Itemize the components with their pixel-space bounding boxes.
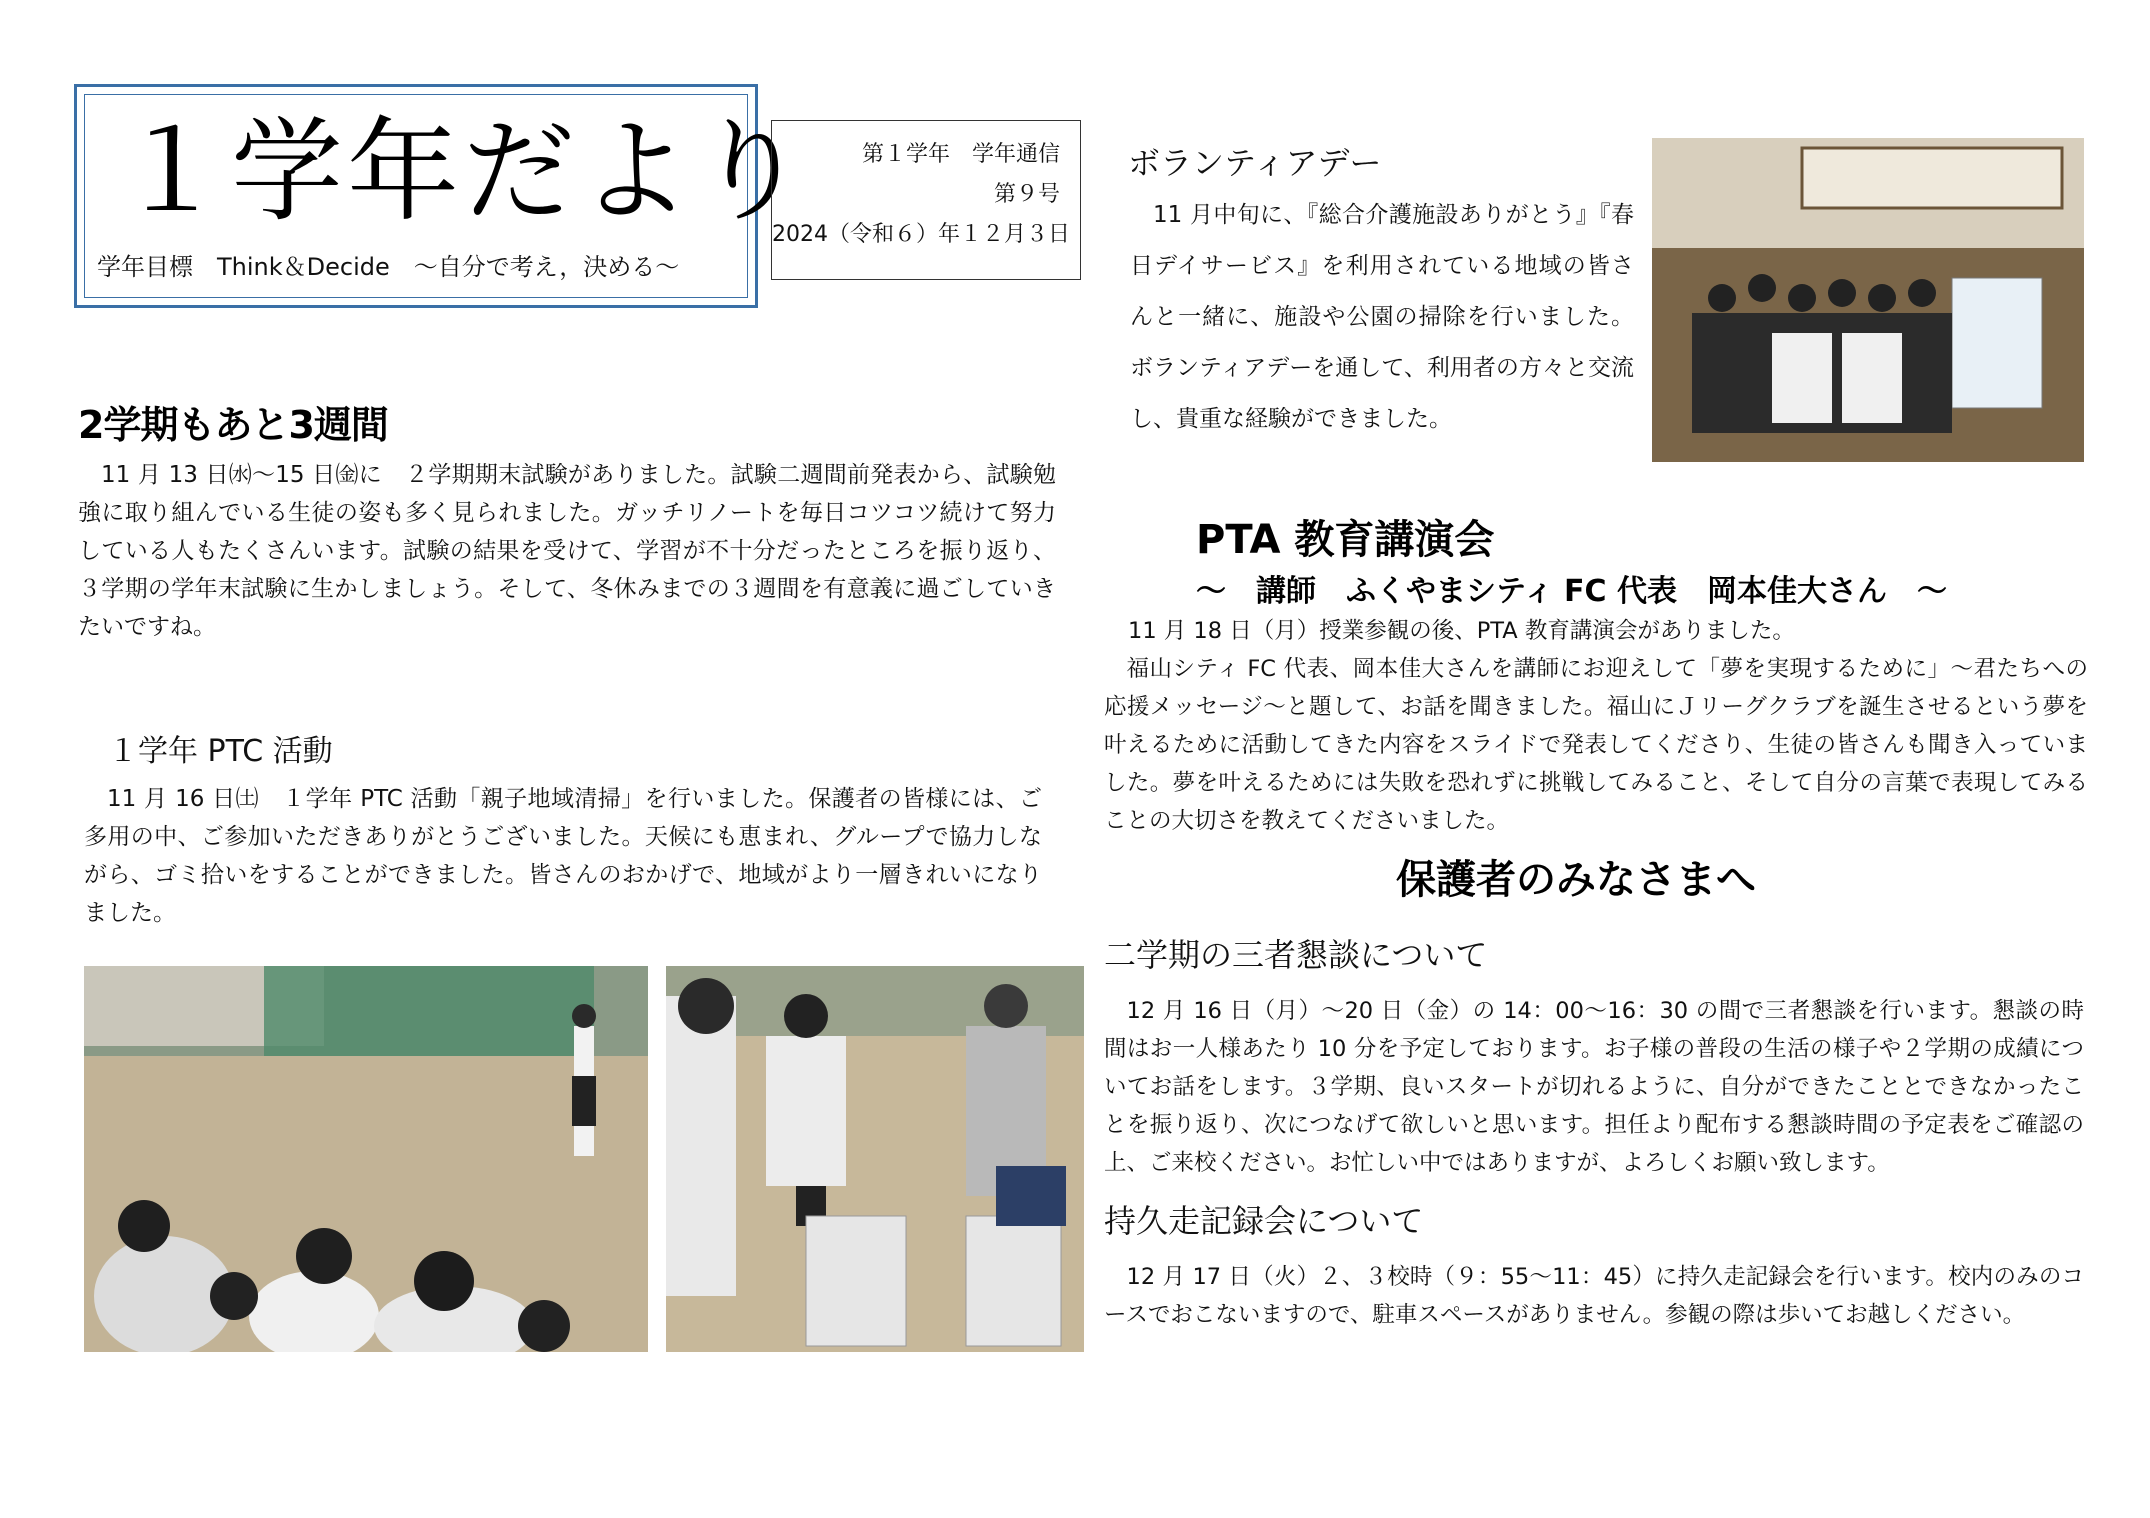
term-end-body: 11 月 13 日㈬～15 日㈮に ２学期期末試験がありました。試験二週間前発表から、試験勉強に取り組んでいる生徒の姿も多く見られました。ガッチリノートを毎日コツコツ続けて努力している人もたくさんいます。試験の結果を受けて、学習が不十分だったところを振り返り、３学期の学年末試験に生かしましょう。そして、冬休みまでの３週間を有意義に過ごしていきたいですね。: [78, 462, 1056, 640]
issue-number: 第９号: [993, 182, 1060, 207]
newsletter-title: １学年だより: [115, 107, 811, 237]
race-heading: 持久走記録会について: [1104, 1202, 1424, 1240]
ptc-heading: １学年 PTC 活動: [108, 734, 333, 769]
pta-intro: 11 月 18 日（月）授業参観の後、PTA 教育講演会がありました。: [1128, 618, 1795, 644]
meeting-heading: 二学期の三者懇談について: [1104, 936, 1488, 974]
race-body: 12 月 17 日（火）２、３校時（９：55～11：45）に持久走記録会を行います。校内のみのコースでおこないますので、駐車スペースがありません。参観の際は歩いてお越しください。: [1104, 1264, 2084, 1328]
issue-publisher: 第１学年 学年通信: [861, 142, 1060, 167]
pta-subheading: ～ 講師 ふくやまシティ FC 代表 岡本佳大さん ～: [1196, 574, 1947, 609]
meeting-body: 12 月 16 日（月）～20 日（金）の 14：00～16：30 の間で三者懇談を行います。懇談の時間はお一人様あたり 10 分を予定しております。お子様の普段の生活の様子や２学期の成績についてお話をします。３学期、良いスタートが切れるように、自分ができたこととできなかったことを振り返り、次につなげて欲しいと思います。担任より配布する懇談時間の予定表をご確認の上、ご来校ください。お忙しい中ではありますが、よろしくお願い致します。: [1104, 998, 2084, 1176]
issue-info-box: [771, 120, 1081, 280]
pta-heading: PTA 教育講演会: [1196, 517, 1495, 563]
ptc-photo-cleanup: [666, 966, 1084, 1352]
ptc-body: 11 月 16 日㈯ １学年 PTC 活動「親子地域清掃」を行いました。保護者の皆様には、ご多用の中、ご参加いただきありがとうございました。天候にも恵まれ、グループで協力しながら、ゴミ拾いをすることができました。皆さんのおかげで、地域がより一層きれいになりました。: [84, 786, 1042, 926]
newsletter-title-box: [74, 84, 811, 308]
issue-date: 2024（令和６）年１２月３日: [772, 222, 1070, 247]
term-end-heading: 2学期もあと3週間: [78, 403, 388, 447]
volunteer-body: 11 月中旬に、『総合介護施設ありがとう』『春日デイサービス』を利用されている地域の皆さんと一緒に、施設や公園の掃除を行いました。ボランティアデーを通して、利用者の方々と交流し、貴重な経験ができました。: [1130, 202, 1634, 432]
ptc-photo-schoolyard: [84, 966, 648, 1352]
grade-goal: 学年目標 Think＆Decide ～自分で考え，決める～: [97, 253, 680, 281]
volunteer-photo: [1652, 138, 2084, 462]
guardians-heading: 保護者のみなさまへ: [1396, 857, 1756, 903]
pta-body: 福山シティ FC 代表、岡本佳大さんを講師にお迎えして「夢を実現するために」～君たちへの応援メッセージ～と題して、お話を聞きました。福山にＪリーグクラブを誕生させるという夢を叶えるために活動してきた内容をスライドで発表してくださり、生徒の皆さんも聞き入っていました。夢を叶えるためには失敗を恐れずに挑戦してみること、そして自分の言葉で表現してみることの大切さを教えてくださいました。: [1104, 656, 2088, 834]
volunteer-heading: ボランティアデー: [1128, 144, 1382, 182]
